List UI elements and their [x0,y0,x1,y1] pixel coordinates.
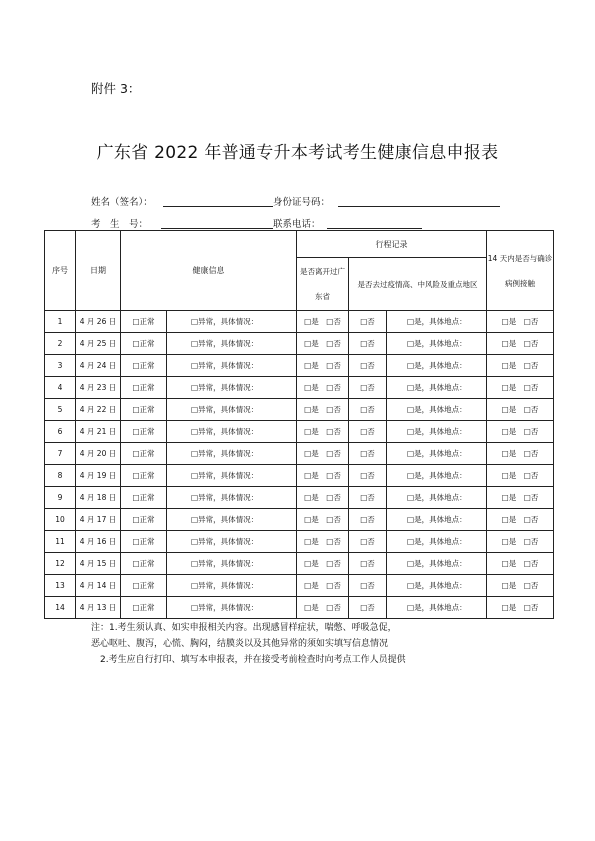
row-seq: 8 [45,465,76,487]
row-seq: 13 [45,575,76,597]
left-guangdong-yes-no[interactable]: □是 □否 [297,355,349,377]
risk-area-yes-place[interactable]: □是，具体地点： [387,355,487,377]
table-row [45,355,554,377]
contact-yes-no[interactable]: □是 □否 [487,597,554,619]
left-guangdong-yes-no[interactable]: □是 □否 [297,597,349,619]
left-guangdong-yes-no[interactable]: □是 □否 [297,575,349,597]
phone-label: 联系电话： [273,219,321,230]
row-seq: 7 [45,443,76,465]
left-guangdong-yes-no[interactable]: □是 □否 [297,333,349,355]
header-left-guangdong: 是否离开过广东省 [297,258,349,311]
header-risk-areas: 是否去过疫情高、中风险及重点地区 [349,258,487,311]
risk-area-no-checkbox[interactable]: □否 [349,311,387,333]
health-normal-checkbox[interactable]: □正常 [121,509,167,531]
risk-area-no-checkbox[interactable]: □否 [349,575,387,597]
left-guangdong-yes-no[interactable]: □是 □否 [297,553,349,575]
health-abnormal-checkbox[interactable]: □异常，具体情况： [167,421,297,443]
row-date: 4 月 14 日 [76,575,121,597]
risk-area-no-checkbox[interactable]: □否 [349,399,387,421]
risk-area-no-checkbox[interactable]: □否 [349,531,387,553]
health-normal-checkbox[interactable]: □正常 [121,597,167,619]
row-date: 4 月 18 日 [76,487,121,509]
contact-yes-no[interactable]: □是 □否 [487,399,554,421]
left-guangdong-yes-no[interactable]: □是 □否 [297,531,349,553]
risk-area-no-checkbox[interactable]: □否 [349,333,387,355]
health-normal-checkbox[interactable]: □正常 [121,443,167,465]
row-seq: 10 [45,509,76,531]
note-line-2: 恶心呕吐、腹泻，心慌、胸闷，结膜炎以及其他异常的须如实填写信息情况 [91,639,389,649]
left-guangdong-yes-no[interactable]: □是 □否 [297,487,349,509]
row-date: 4 月 22 日 [76,399,121,421]
row-date: 4 月 15 日 [76,553,121,575]
contact-yes-no[interactable]: □是 □否 [487,531,554,553]
health-abnormal-checkbox[interactable]: □异常，具体情况： [167,553,297,575]
health-abnormal-checkbox[interactable]: □异常，具体情况： [167,311,297,333]
health-abnormal-checkbox[interactable]: □异常，具体情况： [167,575,297,597]
row-date: 4 月 16 日 [76,531,121,553]
note-line-1: 注：1.考生须认真、如实申报相关内容。出现感冒样症状，喘憋、呼吸急促， [91,623,397,633]
risk-area-yes-place[interactable]: □是，具体地点： [387,421,487,443]
health-normal-checkbox[interactable]: □正常 [121,311,167,333]
table-row [45,333,554,355]
health-abnormal-checkbox[interactable]: □异常，具体情况： [167,509,297,531]
table-row [45,509,554,531]
health-normal-checkbox[interactable]: □正常 [121,399,167,421]
table-row [45,487,554,509]
health-abnormal-checkbox[interactable]: □异常，具体情况： [167,531,297,553]
contact-yes-no[interactable]: □是 □否 [487,553,554,575]
health-abnormal-checkbox[interactable]: □异常，具体情况： [167,487,297,509]
row-seq: 11 [45,531,76,553]
row-seq: 5 [45,399,76,421]
name-field-line[interactable] [163,206,273,207]
risk-area-yes-place[interactable]: □是，具体地点： [387,377,487,399]
id-field-line[interactable] [338,206,500,207]
row-date: 4 月 13 日 [76,597,121,619]
notes [91,620,561,668]
header-seq: 序号 [45,231,76,311]
row-date: 4 月 19 日 [76,465,121,487]
row-date: 4 月 21 日 [76,421,121,443]
health-abnormal-checkbox[interactable]: □异常，具体情况： [167,377,297,399]
table-row [45,597,554,619]
contact-yes-no[interactable]: □是 □否 [487,333,554,355]
row-seq: 2 [45,333,76,355]
health-normal-checkbox[interactable]: □正常 [121,333,167,355]
health-normal-checkbox[interactable]: □正常 [121,421,167,443]
risk-area-no-checkbox[interactable]: □否 [349,355,387,377]
row-date: 4 月 17 日 [76,509,121,531]
table-row [45,553,554,575]
note-line-3: 2.考生应自行打印、填写本申报表，并在接受考前检查时向考点工作人员提供 [91,655,406,665]
risk-area-yes-place[interactable]: □是，具体地点： [387,597,487,619]
table-row [45,443,554,465]
row-seq: 14 [45,597,76,619]
contact-yes-no[interactable]: □是 □否 [487,355,554,377]
header-health: 健康信息 [121,231,297,311]
health-normal-checkbox[interactable]: □正常 [121,531,167,553]
header-itinerary: 行程记录 [297,231,487,258]
risk-area-no-checkbox[interactable]: □否 [349,509,387,531]
table-row [45,421,554,443]
risk-area-yes-place[interactable]: □是，具体地点： [387,311,487,333]
risk-area-no-checkbox[interactable]: □否 [349,597,387,619]
risk-area-no-checkbox[interactable]: □否 [349,377,387,399]
left-guangdong-yes-no[interactable]: □是 □否 [297,399,349,421]
row-date: 4 月 20 日 [76,443,121,465]
header-contact: 14 天内是否与确诊病例接触 [487,231,554,311]
row-date: 4 月 23 日 [76,377,121,399]
health-abnormal-checkbox[interactable]: □异常，具体情况： [167,443,297,465]
contact-yes-no[interactable]: □是 □否 [487,377,554,399]
risk-area-yes-place[interactable]: □是，具体地点： [387,509,487,531]
left-guangdong-yes-no[interactable]: □是 □否 [297,311,349,333]
table-row [45,399,554,421]
row-seq: 6 [45,421,76,443]
health-abnormal-checkbox[interactable]: □异常，具体情况： [167,399,297,421]
exam-no-field-line[interactable] [161,228,273,229]
name-label: 姓名（签名）： [91,197,153,208]
risk-area-yes-place[interactable]: □是，具体地点： [387,333,487,355]
health-declaration-table [44,230,554,619]
table-row [45,311,554,333]
phone-field-line[interactable] [327,228,422,229]
health-abnormal-checkbox[interactable]: □异常，具体情况： [167,465,297,487]
row-date: 4 月 26 日 [76,311,121,333]
health-normal-checkbox[interactable]: □正常 [121,553,167,575]
table-row [45,377,554,399]
row-seq: 9 [45,487,76,509]
left-guangdong-yes-no[interactable]: □是 □否 [297,421,349,443]
risk-area-no-checkbox[interactable]: □否 [349,443,387,465]
id-label: 身份证号码： [273,197,331,208]
risk-area-yes-place[interactable]: □是，具体地点： [387,553,487,575]
row-seq: 1 [45,311,76,333]
row-date: 4 月 25 日 [76,333,121,355]
contact-yes-no[interactable]: □是 □否 [487,487,554,509]
contact-yes-no[interactable]: □是 □否 [487,311,554,333]
table-row [45,575,554,597]
table-row [45,465,554,487]
health-abnormal-checkbox[interactable]: □异常，具体情况： [167,333,297,355]
health-abnormal-checkbox[interactable]: □异常，具体情况： [167,355,297,377]
contact-yes-no[interactable]: □是 □否 [487,443,554,465]
row-seq: 3 [45,355,76,377]
form-title: 广东省 2022 年普通专升本考试考生健康信息申报表 [96,143,499,163]
row-seq: 12 [45,553,76,575]
health-normal-checkbox[interactable]: □正常 [121,355,167,377]
attachment-label: 附件 3： [91,81,141,96]
table-row [45,531,554,553]
row-seq: 4 [45,377,76,399]
risk-area-no-checkbox[interactable]: □否 [349,553,387,575]
health-normal-checkbox[interactable]: □正常 [121,487,167,509]
risk-area-yes-place[interactable]: □是，具体地点： [387,399,487,421]
left-guangdong-yes-no[interactable]: □是 □否 [297,465,349,487]
health-normal-checkbox[interactable]: □正常 [121,465,167,487]
health-normal-checkbox[interactable]: □正常 [121,575,167,597]
contact-yes-no[interactable]: □是 □否 [487,509,554,531]
risk-area-yes-place[interactable]: □是，具体地点： [387,465,487,487]
header-date: 日期 [76,231,121,311]
left-guangdong-yes-no[interactable]: □是 □否 [297,443,349,465]
risk-area-yes-place[interactable]: □是，具体地点： [387,531,487,553]
contact-yes-no[interactable]: □是 □否 [487,465,554,487]
risk-area-no-checkbox[interactable]: □否 [349,465,387,487]
risk-area-no-checkbox[interactable]: □否 [349,487,387,509]
risk-area-yes-place[interactable]: □是，具体地点： [387,575,487,597]
exam-no-label: 考 生 号： [91,219,149,230]
risk-area-yes-place[interactable]: □是，具体地点： [387,443,487,465]
risk-area-no-checkbox[interactable]: □否 [349,421,387,443]
contact-yes-no[interactable]: □是 □否 [487,575,554,597]
left-guangdong-yes-no[interactable]: □是 □否 [297,377,349,399]
health-normal-checkbox[interactable]: □正常 [121,377,167,399]
row-date: 4 月 24 日 [76,355,121,377]
left-guangdong-yes-no[interactable]: □是 □否 [297,509,349,531]
contact-yes-no[interactable]: □是 □否 [487,421,554,443]
health-abnormal-checkbox[interactable]: □异常，具体情况： [167,597,297,619]
risk-area-yes-place[interactable]: □是，具体地点： [387,487,487,509]
